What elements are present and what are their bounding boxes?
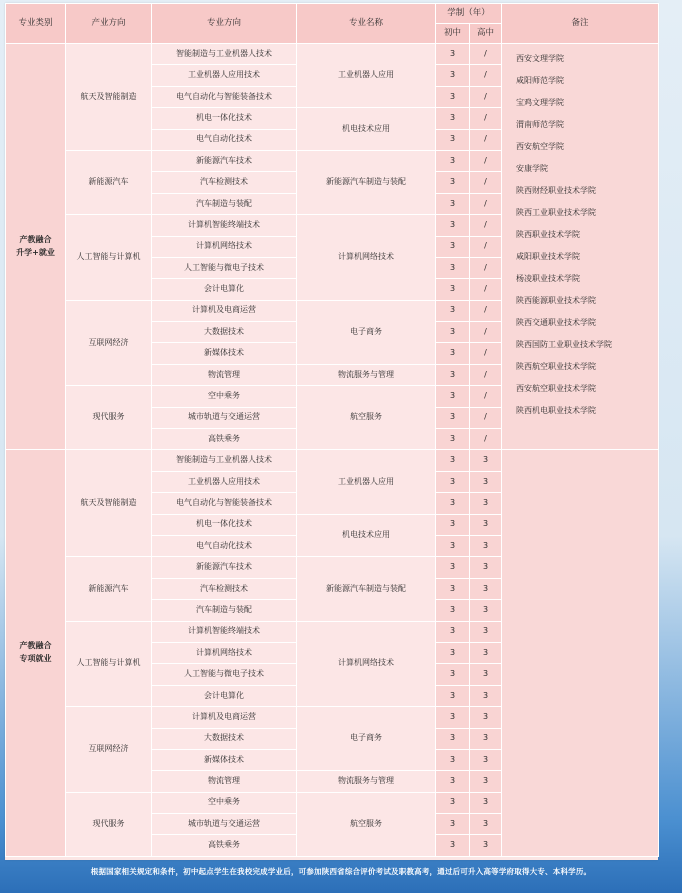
- header-category: 专业类别: [6, 4, 66, 44]
- junior-years-cell: 3: [436, 642, 470, 663]
- senior-years-cell: /: [470, 300, 502, 321]
- senior-years-cell: /: [470, 108, 502, 129]
- remark-item: 陕西能源职业技术学院: [516, 296, 597, 305]
- junior-years-cell: 3: [436, 257, 470, 278]
- industry-cell: 互联网经济: [66, 707, 152, 793]
- junior-years-cell: 3: [436, 386, 470, 407]
- industry-cell: 现代服务: [66, 386, 152, 450]
- industry-cell: 互联网经济: [66, 300, 152, 386]
- specialty-cell: 智能制造与工业机器人技术: [152, 44, 297, 65]
- specialty-cell: 电气自动化与智能装备技术: [152, 86, 297, 107]
- header-senior: 高中: [470, 24, 502, 44]
- specialty-cell: 工业机器人应用技术: [152, 471, 297, 492]
- header-industry: 产业方向: [66, 4, 152, 44]
- junior-years-cell: 3: [436, 557, 470, 578]
- junior-years-cell: 3: [436, 814, 470, 835]
- table-body: [6, 44, 659, 857]
- senior-years-cell: /: [470, 236, 502, 257]
- junior-years-cell: 3: [436, 65, 470, 86]
- specialty-cell: 计算机网络技术: [152, 236, 297, 257]
- remarks-cell-empty: [502, 450, 659, 856]
- senior-years-cell: /: [470, 172, 502, 193]
- major-name-cell: 工业机器人应用: [297, 450, 436, 514]
- junior-years-cell: 3: [436, 707, 470, 728]
- specialty-cell: 城市轨道与交通运营: [152, 407, 297, 428]
- category-line: 产教融合: [19, 641, 52, 651]
- remarks-list: [516, 44, 658, 422]
- remark-item: 陕西财经职业技术学院: [516, 186, 597, 195]
- senior-years-cell: /: [470, 343, 502, 364]
- junior-years-cell: 3: [436, 471, 470, 492]
- industry-cell: 人工智能与计算机: [66, 621, 152, 707]
- junior-years-cell: 3: [436, 429, 470, 450]
- specialty-cell: 大数据技术: [152, 322, 297, 343]
- junior-years-cell: 3: [436, 215, 470, 236]
- junior-years-cell: 3: [436, 364, 470, 385]
- industry-cell: 航天及智能制造: [66, 450, 152, 557]
- specialty-cell: 空中乘务: [152, 386, 297, 407]
- senior-years-cell: /: [470, 215, 502, 236]
- major-name-cell: 物流服务与管理: [297, 364, 436, 385]
- junior-years-cell: 3: [436, 322, 470, 343]
- industry-cell: 新能源汽车: [66, 150, 152, 214]
- specialty-cell: 会计电算化: [152, 279, 297, 300]
- category-line: 专项就业: [19, 654, 52, 664]
- senior-years-cell: /: [470, 407, 502, 428]
- junior-years-cell: 3: [436, 172, 470, 193]
- junior-years-cell: 3: [436, 792, 470, 813]
- junior-years-cell: 3: [436, 44, 470, 65]
- junior-years-cell: 3: [436, 129, 470, 150]
- major-name-cell: 物流服务与管理: [297, 771, 436, 792]
- specialty-cell: 城市轨道与交通运营: [152, 814, 297, 835]
- senior-years-cell: /: [470, 279, 502, 300]
- specialty-cell: 计算机智能终端技术: [152, 215, 297, 236]
- senior-years-cell: /: [470, 150, 502, 171]
- senior-years-cell: /: [470, 65, 502, 86]
- major-name-cell: 电子商务: [297, 707, 436, 771]
- junior-years-cell: 3: [436, 685, 470, 706]
- senior-years-cell: 3: [470, 535, 502, 556]
- category-cell: [6, 450, 66, 856]
- senior-years-cell: /: [470, 129, 502, 150]
- specialty-cell: 机电一体化技术: [152, 108, 297, 129]
- senior-years-cell: /: [470, 429, 502, 450]
- major-name-cell: 新能源汽车制造与装配: [297, 150, 436, 214]
- remark-item: 西安航空职业技术学院: [516, 384, 597, 393]
- major-name-cell: 航空服务: [297, 386, 436, 450]
- remark-item: 安康学院: [516, 164, 549, 173]
- footnote: 根据国家相关规定和条件，初中起点学生在我校完成学业后，可参加陕西省综合评价考试及职教高考，通过后可升入高等学府取得大专、本科学历。: [90, 867, 592, 876]
- remark-item: 陕西国防工业职业技术学院: [516, 340, 613, 349]
- senior-years-cell: 3: [470, 450, 502, 471]
- industry-cell: 航天及智能制造: [66, 44, 152, 151]
- category-line: 产教融合: [19, 234, 52, 244]
- senior-years-cell: 3: [470, 600, 502, 621]
- major-name-cell: 计算机网络技术: [297, 621, 436, 707]
- remark-item: 西安文理学院: [516, 54, 565, 63]
- senior-years-cell: 3: [470, 835, 502, 856]
- junior-years-cell: 3: [436, 728, 470, 749]
- senior-years-cell: 3: [470, 814, 502, 835]
- specialty-cell: 计算机智能终端技术: [152, 621, 297, 642]
- major-name-cell: 计算机网络技术: [297, 215, 436, 301]
- header-junior: 初中: [436, 24, 470, 44]
- specialty-cell: 新媒体技术: [152, 343, 297, 364]
- specialty-cell: 高铁乘务: [152, 429, 297, 450]
- specialty-cell: 新能源汽车技术: [152, 557, 297, 578]
- remark-item: 陕西工业职业技术学院: [516, 208, 597, 217]
- specialty-cell: 电气自动化技术: [152, 535, 297, 556]
- specialty-cell: 物流管理: [152, 364, 297, 385]
- junior-years-cell: 3: [436, 535, 470, 556]
- remark-item: 陕西航空职业技术学院: [516, 362, 597, 371]
- junior-years-cell: 3: [436, 108, 470, 129]
- senior-years-cell: 3: [470, 514, 502, 535]
- major-name-cell: 新能源汽车制造与装配: [297, 557, 436, 621]
- junior-years-cell: 3: [436, 450, 470, 471]
- remark-item: 咸阳职业技术学院: [516, 252, 581, 261]
- senior-years-cell: 3: [470, 621, 502, 642]
- junior-years-cell: 3: [436, 514, 470, 535]
- major-name-cell: 机电技术应用: [297, 514, 436, 557]
- major-name-cell: 航空服务: [297, 792, 436, 856]
- junior-years-cell: 3: [436, 150, 470, 171]
- specialty-cell: 大数据技术: [152, 728, 297, 749]
- junior-years-cell: 3: [436, 236, 470, 257]
- specialty-cell: 电气自动化与智能装备技术: [152, 493, 297, 514]
- junior-years-cell: 3: [436, 343, 470, 364]
- senior-years-cell: 3: [470, 792, 502, 813]
- specialty-cell: 工业机器人应用技术: [152, 65, 297, 86]
- remark-item: 宝鸡文理学院: [516, 98, 565, 107]
- senior-years-cell: /: [470, 257, 502, 278]
- specialty-cell: 汽车制造与装配: [152, 600, 297, 621]
- senior-years-cell: 3: [470, 664, 502, 685]
- specialty-cell: 计算机及电商运营: [152, 300, 297, 321]
- senior-years-cell: 3: [470, 642, 502, 663]
- specialty-cell: 智能制造与工业机器人技术: [152, 450, 297, 471]
- junior-years-cell: 3: [436, 664, 470, 685]
- senior-years-cell: 3: [470, 493, 502, 514]
- senior-years-cell: /: [470, 364, 502, 385]
- remarks-cell: [502, 44, 659, 450]
- remark-item: 陕西职业技术学院: [516, 230, 581, 239]
- specialty-cell: 汽车制造与装配: [152, 193, 297, 214]
- junior-years-cell: 3: [436, 407, 470, 428]
- senior-years-cell: 3: [470, 557, 502, 578]
- junior-years-cell: 3: [436, 749, 470, 770]
- specialty-cell: 人工智能与微电子技术: [152, 257, 297, 278]
- category-cell: [6, 44, 66, 450]
- major-name-cell: 机电技术应用: [297, 108, 436, 151]
- senior-years-cell: 3: [470, 749, 502, 770]
- table-row: [6, 450, 659, 471]
- senior-years-cell: 3: [470, 728, 502, 749]
- major-name-cell: 工业机器人应用: [297, 44, 436, 108]
- specialty-cell: 新媒体技术: [152, 749, 297, 770]
- junior-years-cell: 3: [436, 600, 470, 621]
- junior-years-cell: 3: [436, 86, 470, 107]
- specialty-cell: 高铁乘务: [152, 835, 297, 856]
- senior-years-cell: /: [470, 44, 502, 65]
- table-row: [6, 44, 659, 65]
- senior-years-cell: /: [470, 322, 502, 343]
- specialty-cell: 机电一体化技术: [152, 514, 297, 535]
- senior-years-cell: 3: [470, 471, 502, 492]
- senior-years-cell: /: [470, 193, 502, 214]
- junior-years-cell: 3: [436, 300, 470, 321]
- junior-years-cell: 3: [436, 835, 470, 856]
- senior-years-cell: 3: [470, 771, 502, 792]
- industry-cell: 人工智能与计算机: [66, 215, 152, 301]
- specialty-cell: 汽车检测技术: [152, 172, 297, 193]
- specialty-cell: 物流管理: [152, 771, 297, 792]
- remark-item: 西安航空学院: [516, 142, 565, 151]
- specialty-cell: 会计电算化: [152, 685, 297, 706]
- remark-item: 陕西交通职业技术学院: [516, 318, 597, 327]
- senior-years-cell: /: [470, 86, 502, 107]
- header-major-name: 专业名称: [297, 4, 436, 44]
- header-duration: 学制（年）: [436, 4, 502, 24]
- senior-years-cell: /: [470, 386, 502, 407]
- junior-years-cell: 3: [436, 621, 470, 642]
- specialty-cell: 计算机网络技术: [152, 642, 297, 663]
- industry-cell: 新能源汽车: [66, 557, 152, 621]
- specialty-cell: 人工智能与微电子技术: [152, 664, 297, 685]
- header-remarks: 备注: [502, 4, 659, 44]
- specialty-cell: 新能源汽车技术: [152, 150, 297, 171]
- specialty-cell: 电气自动化技术: [152, 129, 297, 150]
- senior-years-cell: 3: [470, 685, 502, 706]
- specialty-cell: 空中乘务: [152, 792, 297, 813]
- junior-years-cell: 3: [436, 279, 470, 300]
- header-specialty: 专业方向: [152, 4, 297, 44]
- category-line: 升学+就业: [16, 247, 55, 257]
- remark-item: 陕西机电职业技术学院: [516, 406, 597, 415]
- remark-item: 杨凌职业技术学院: [516, 274, 581, 283]
- senior-years-cell: 3: [470, 707, 502, 728]
- senior-years-cell: 3: [470, 578, 502, 599]
- junior-years-cell: 3: [436, 493, 470, 514]
- remark-item: 渭南师范学院: [516, 120, 565, 129]
- junior-years-cell: 3: [436, 578, 470, 599]
- remark-item: 咸阳师范学院: [516, 76, 565, 85]
- specialty-cell: 汽车检测技术: [152, 578, 297, 599]
- specialty-cell: 计算机及电商运营: [152, 707, 297, 728]
- junior-years-cell: 3: [436, 193, 470, 214]
- junior-years-cell: 3: [436, 771, 470, 792]
- major-table: [5, 3, 659, 857]
- major-name-cell: 电子商务: [297, 300, 436, 364]
- industry-cell: 现代服务: [66, 792, 152, 856]
